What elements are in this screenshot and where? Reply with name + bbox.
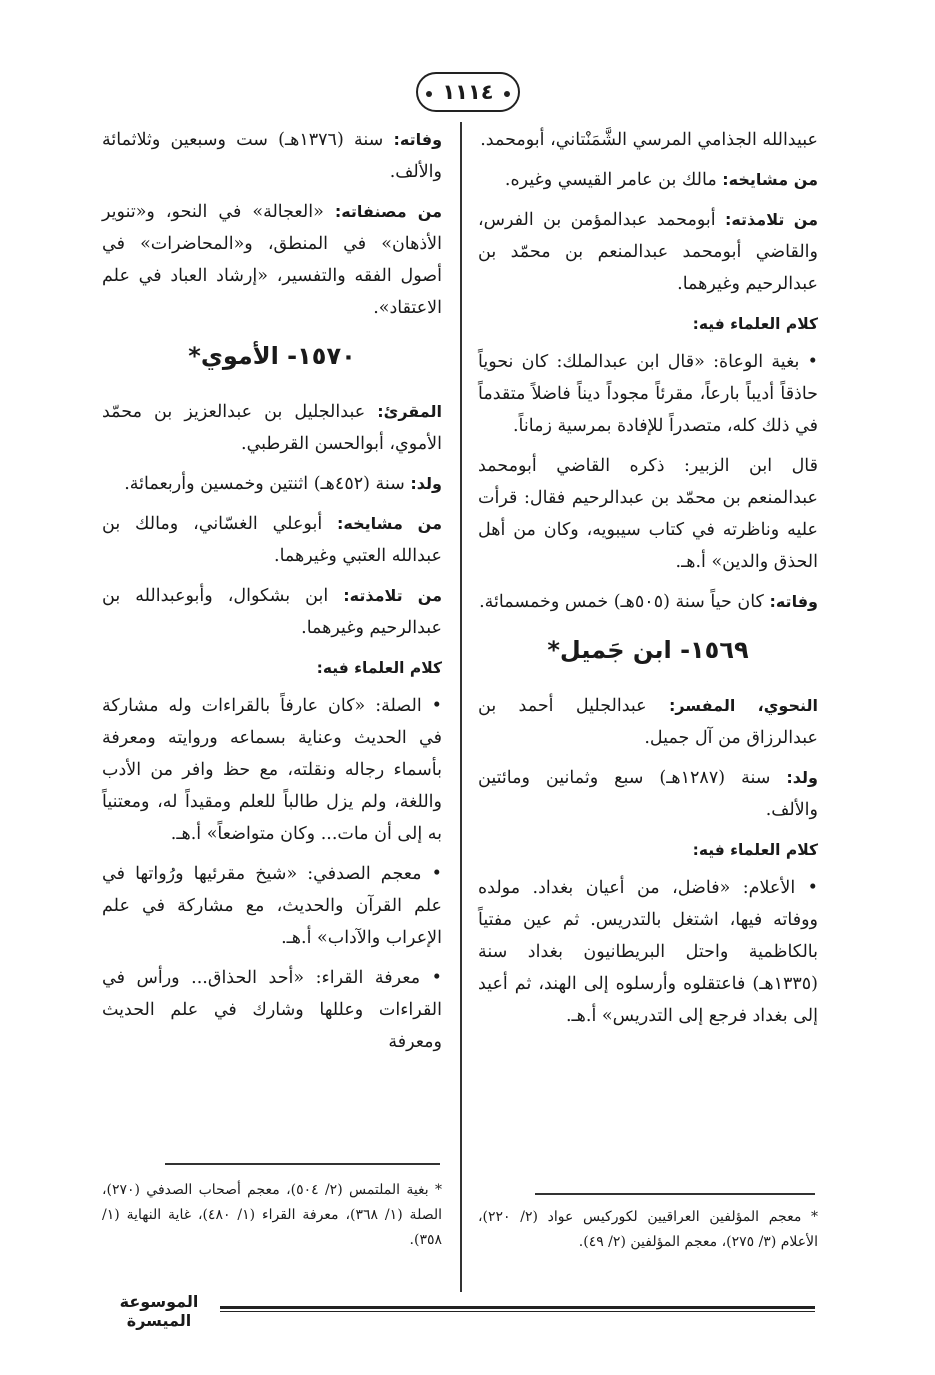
footnote-1570: * بغية الملتمس (٢/ ٥٠٤)، معجم أصحاب الصدفي (٢٧٠)، الصلة (١/ ٣٦٨)، معرفة القراء (١/ ٤٨٠)، غاية النهاية (١/ ٣٥٨). [102,1182,443,1248]
entry-1569-works [102,196,442,324]
entry-1570-teachers [102,508,442,572]
students-text: ابن بشكوال، وأبوعبدالله بن عبدالرحيم وغيرهما. [102,586,442,638]
right-column [478,124,818,1040]
students-label: من تلامذته: [343,586,442,605]
entry-1570-quote-sila: • الصلة: «كان عارفاً بالقراءات وله مشاركة في الحديث وعناية بسماعه وروايته ومعرفة بأسماء رجاله ونقلته، مع حظ وافر من الأدب واللغة، ولم يزل طالباً للعلم ومقيداً له، ومعتنياً به إلى أن مات... وكان متواضعاً» أ.هـ. [102,696,442,844]
entry-1569-quote-alam: • الأعلام: «فاضل، من أعيان بغداد. مولده ووفاته فيها، اشتغل بالتدريس. ثم عين مفتياً بالكاظمية واحتل البريطانيون بغداد سنة (١٣٣٥هـ) فاعتقلوه وأرسلوه إلى الهند، ثم أعيد إلى بغداد فرجع إلى التدريس» أ.هـ. [478,878,818,1026]
scholars-opinion-heading: كلام العلماء فيه: [692,315,818,333]
scholars-opinion-heading: كلام العلماء فيه: [316,659,442,677]
students-text: أبومحمد عبدالمؤمن بن الفرس، والقاضي أبومحمد عبدالمنعم بن محمّد بن عبدالرحيم وغيرهما. [478,210,818,294]
scholars-opinion-heading: كلام العلماء فيه: [692,841,818,859]
footer-title: الموسوعة الميسرة [119,1292,199,1330]
entry-1570-quote-sadafi: • معجم الصدفي: «شيخ مقرئيها ورُواتها في علم القرآن والحديث، مع مشاركة في علم الإعراب والآداب» أ.هـ. [102,864,442,948]
entry-1570-name-line [102,396,442,460]
footer-rule [220,1306,815,1309]
footnote-1569: * معجم المؤلفين العراقيين لكوركيس عواد (٢/ ٢٢٠)، الأعلام (٣/ ٢٧٥)، معجم المؤلفين (٢/ ٤٩). [478,1209,818,1250]
role-label: النحوي، المفسر: [668,696,819,715]
birth-text: سنة (١٢٨٧هـ) سبع وثمانين ومائتين والألف. [478,768,818,820]
entry-1569-name-line [478,690,818,754]
footnote-rule [165,1163,440,1165]
name-text: عبدالجليل أحمد بن عبدالرزاق من آل جميل. [478,696,818,748]
entry-1569-birth [478,762,818,826]
birth-text: سنة (٤٥٢هـ) اثنتين وخمسين وأربعمائة. [124,474,411,494]
birth-label: ولد: [410,474,442,493]
entry-1568-name-line: عبيدالله الجذامي المرسي الشَّمَنْتاني، أبومحمد. [480,130,818,150]
name-text: عبدالجليل بن عبدالعزيز بن محمّد الأموي، أبوالحسن القرطبي. [102,402,442,454]
footnote-rule [535,1193,815,1195]
death-label: وفاته: [769,592,818,611]
entry-1568-quote-bughya: • بغية الوعاة: «قال ابن عبدالملك: كان نحوياً حاذقاً أديباً بارعاً، مقرئاً مجوداً ديناً فاضلاً متقدماً في ذلك كله، متصدراً للإفادة بمرسية زماناً. [478,352,818,436]
footer-rule-thin [220,1311,815,1312]
birth-label: ولد: [786,768,818,787]
entry-1568-quote-ibn-zubayr: قال ابن الزبير: ذكره القاضي أبومحمد عبدالمنعم بن محمّد بن عبدالرحيم فقال: قرأت عليه وناظرته في كتاب سيبويه، وكان من أهل الحذق والدين» أ.هـ. [478,456,818,572]
works-text: «العجالة» في النحو، و«تنوير الأذهان» في المنطق، و«المحاضرات» في أصول الفقه والتفسير، «إرشاد العباد في علم الاعتقاد». [102,202,442,318]
death-text: سنة (١٣٧٦هـ) ست وسبعين وثلاثمائة والألف. [102,130,442,182]
teachers-label: من مشايخه: [722,170,818,189]
works-label: من مصنفاته: [334,202,442,221]
entry-1568-teachers [478,164,818,196]
role-label: المقرئ: [377,402,442,421]
entry-1570-birth [102,468,442,500]
teachers-label: من مشايخه: [337,514,442,533]
entry-1569-title: ١٥٦٩- ابن جَميل* [547,636,749,664]
left-column [102,124,442,1066]
entry-1569-death [102,124,442,188]
entry-1570-title: ١٥٧٠- الأموي* [188,342,356,370]
students-label: من تلامذته: [724,210,818,229]
death-label: وفاته: [393,130,443,149]
death-text: كان حياً سنة (٥٠٥هـ) خمس وخمسمائة. [479,592,770,612]
entry-1570-quote-qurra: • معرفة القراء: «أحد الحذاق... ورأس في القراءات وعللها وشارك في علم الحديث ومعرفة [102,968,442,1052]
column-divider [460,122,462,1292]
teachers-text: أبوعلي الغسّاني، ومالك بن عبدالله العتبي وغيرهما. [102,514,442,566]
page-number: ١١١٤ [416,72,520,112]
entry-1568-students [478,204,818,300]
teachers-text: مالك بن عامر القيسي وغيره. [504,170,723,190]
entry-1568-death [478,586,818,618]
entry-1570-students [102,580,442,644]
